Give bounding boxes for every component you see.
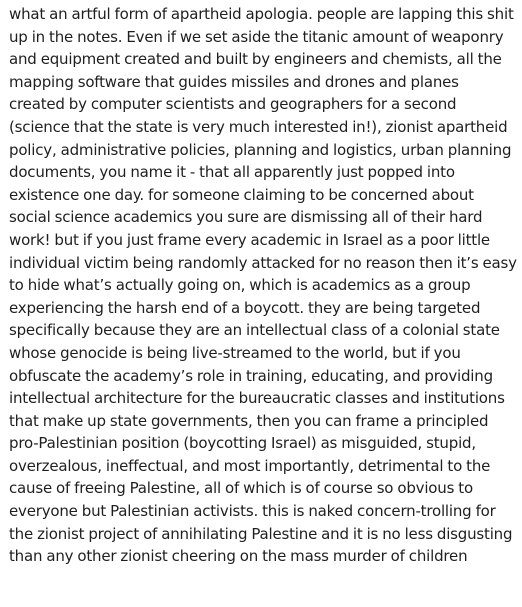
post-body-text: what an artful form of apartheid apologia. people are lapping this shit up in the notes. Even if we set aside the titanic amount of weaponry and equipment created and built by engineers and chemists, all the mapping software that guides missiles and drones and planes created by computer scientists and geographers for a second (science that the state is very much interested in!), zionist apartheid policy, administrative policies, planning and logistics, urban planning documents, you name it - that all apparently just popped into existence one day. for someone claiming to be concerned about social science academics you sure are dismissing all of their hard work! but if you just frame every academic in Israel as a poor little individual victim being randomly attacked for no reason then it’s easy to hide what’s actually going on, which is academics as a group experiencing the harsh end of a boycott. they are being targeted specifically because they are an intellectual class of a colonial state whose genocide is being live-streamed to the world, but if you obfuscate the academy’s role in training, educating, and providing intellectual architecture for the bureaucratic classes and institutions that make up state governments, then you can frame a principled pro-Palestinian position (boycotting Israel) as misguided, stupid, overzealous, ineffectual, and most importantly, detrimental to the cause of freeing Palestine, all of which is of course so obvious to everyone but Palestinian activists. this is naked concern-trolling for the zionist project of annihilating Palestine and it is no less disgusting than any other zionist cheering on the mass murder of children (9, 5, 517, 566)
